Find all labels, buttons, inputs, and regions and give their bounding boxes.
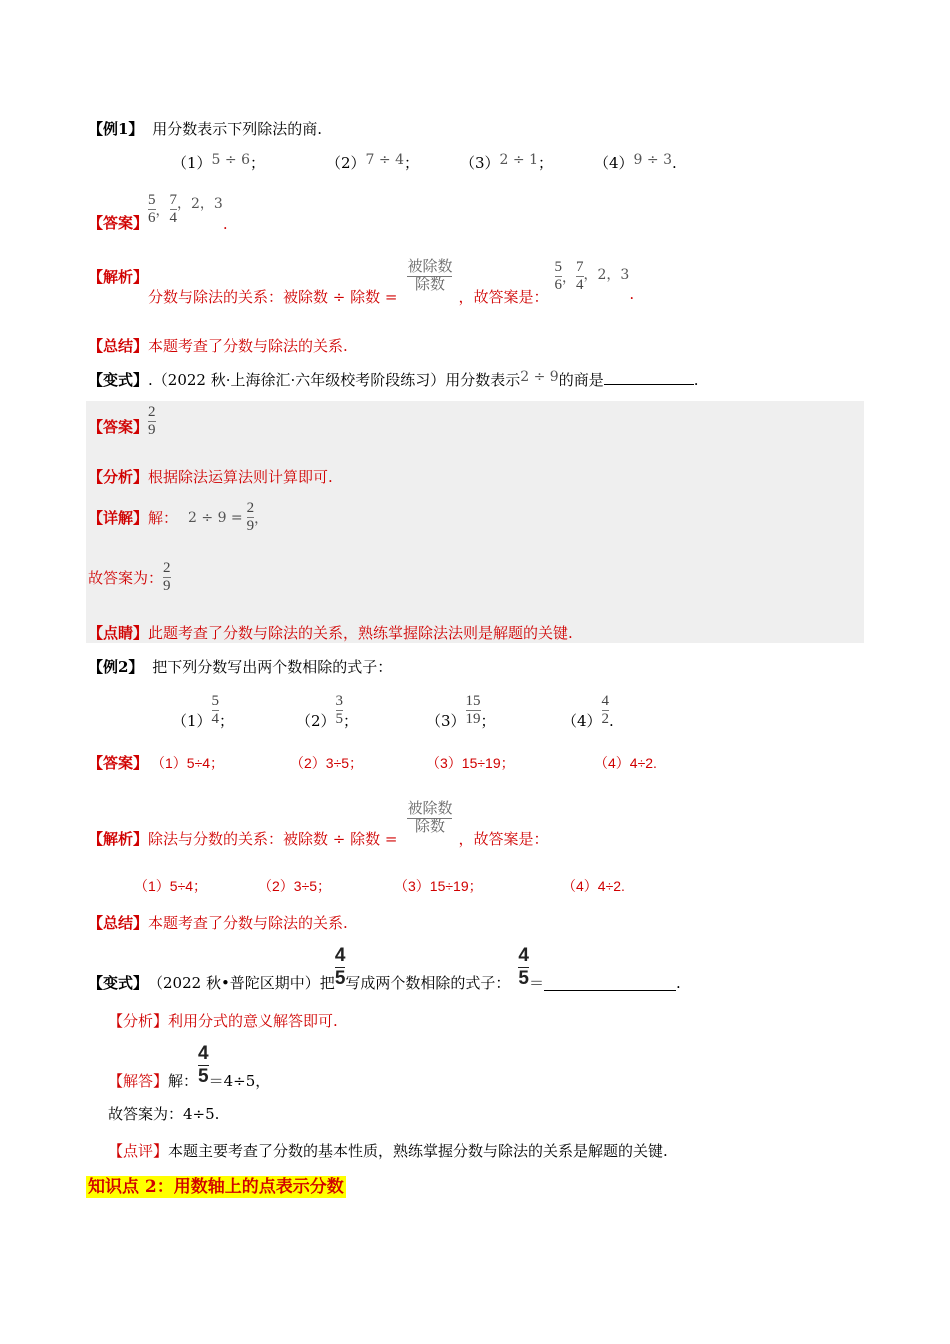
example-2-item-1: （1） $\frac{5}{4}$ ； <box>172 692 235 730</box>
fraction-2-9: $\frac{2}{9}$ <box>163 560 171 595</box>
variation-2-comment: 【点评】本题主要考查了分数的基本性质，熟练掌握分数与除法的关系是解题的关键. <box>108 1142 668 1160</box>
example-2-analysis: 【解析】 除法与分数的关系：被除数 ÷ 除数 = $\frac{\text{被除数}}{\text{除数}}$ ，故答案是： <box>88 800 549 848</box>
example-2-item-3: （3） $\frac{15}{19}$ ； <box>426 692 496 730</box>
example-1-item-3: （3）2 ÷ 1； <box>460 152 554 172</box>
variation-2-question: 【变式】 （2022 秋•普陀区期中）把 $\frac{4}{5}$ 写成两个数相除的式子： $\frac{4}{5}$ ＝ . <box>88 945 681 992</box>
variation-1-comment: 【点睛】此题考查了分数与除法的关系，熟练掌握除法法则是解题的关键. <box>88 624 573 642</box>
example-1-answer: 【答案】 $\frac{5}{6}$ ， $\frac{7}{4}$ ，2，3 . <box>88 191 228 233</box>
variation-1-answer: 【答案】 $\frac{2}{9}$ <box>88 404 156 439</box>
fraction-4-5: $\frac{4}{5}$ <box>198 1043 209 1087</box>
example-2-answer-1: （1）5÷4； <box>151 755 225 771</box>
example-1-heading <box>88 118 322 139</box>
fraction-15-19: $\frac{15}{19}$ <box>465 692 481 727</box>
example-1-analysis: 【解析】 分数与除法的关系：被除数 ÷ 除数 = $\frac{\text{被除数}}{\text{除数}}$ ，故答案是： $\frac{5}{6}$ ， $\frac{7}{4}$ ，2，3 . <box>88 258 635 306</box>
example-1-tag: 【例1】 <box>88 120 144 138</box>
example-1-item-2: （2）7 ÷ 4； <box>326 152 420 172</box>
fraction-4-5: $\frac{4}{5}$ <box>334 945 346 989</box>
fraction-5-6: $\frac{5}{6}$ <box>148 191 156 226</box>
example-2-heading: 【例2】 把下列分数写出两个数相除的式子： <box>88 658 393 676</box>
fraction-4-5: $\frac{4}{5}$ <box>518 945 529 989</box>
example-2-summary: 【总结】本题考查了分数与除法的关系. <box>88 914 348 932</box>
example-2-analysis-answer-1: （1）5÷4； <box>134 878 208 894</box>
fraction-3-5: $\frac{3}{5}$ <box>335 692 344 727</box>
example-2-answer-2: （2）3÷5； <box>290 755 364 771</box>
fraction-5-4: $\frac{5}{4}$ <box>211 692 220 727</box>
fraction-7-4: $\frac{7}{4}$ <box>169 191 178 226</box>
fraction-dividend-over-divisor: $\frac{\text{被除数}}{\text{除数}}$ <box>407 258 453 293</box>
example-2-analysis-answer-4: （4）4÷2. <box>562 878 625 894</box>
variation-2-analysis: 【分析】利用分式的意义解答即可. <box>108 1012 338 1030</box>
variation-1-analysis: 【分析】根据除法运算法则计算即可. <box>88 468 333 486</box>
example-2-answer-3: （3）15÷19； <box>426 755 515 771</box>
analysis-tag: 【解析】 <box>88 268 149 286</box>
example-2-analysis-answer-2: （2）3÷5； <box>258 878 332 894</box>
variation-1-final: 故答案为： $\frac{2}{9}$ <box>88 560 171 595</box>
answer-blank <box>544 974 676 991</box>
example-1-item-4: （4）9 ÷ 3. <box>594 152 677 172</box>
variation-2-solve: 【解答】 解： $\frac{4}{5}$ ＝4÷5， <box>108 1043 271 1090</box>
fraction-dividend-over-divisor: $\frac{\text{被除数}}{\text{除数}}$ <box>407 800 453 835</box>
example-2-answer-4: （4）4÷2. <box>594 755 657 771</box>
answer-blank <box>604 384 694 385</box>
example-2-answer: 【答案】 <box>88 754 149 772</box>
fraction-2-9: $\frac{2}{9}$ <box>148 404 156 439</box>
variation-2-final: 故答案为：4÷5. <box>108 1105 220 1123</box>
fraction-7-4: $\frac{7}{4}$ <box>576 258 584 293</box>
example-2-item-4: （4） $\frac{4}{2}$ . <box>562 692 614 730</box>
example-1-summary: 【总结】本题考查了分数与除法的关系. <box>88 337 348 355</box>
example-1-prompt: 用分数表示下列除法的商. <box>152 120 322 138</box>
variation-1-question: 【变式】.（2022 秋·上海徐汇·六年级校考阶段练习）用分数表示2 ÷ 9的商是 . <box>88 369 699 389</box>
fraction-5-6: $\frac{5}{6}$ <box>554 258 562 293</box>
knowledge-point-2-heading: 知识点 2：用数轴上的点表示分数 <box>88 1177 344 1197</box>
variation-1-detail: 【详解】 解： 2 ÷ 9 = $\frac{2}{9}$ ， <box>88 500 269 535</box>
fraction-4-2: $\frac{4}{2}$ <box>601 692 610 727</box>
fraction-2-9: $\frac{2}{9}$ <box>246 500 255 535</box>
example-2-analysis-answer-3: （3）15÷19； <box>394 878 483 894</box>
example-1-item-1: （1）5 ÷ 6； <box>172 152 266 172</box>
answer-tag: 【答案】 <box>88 214 149 232</box>
example-2-item-2: （2） $\frac{3}{5}$ ； <box>296 692 359 730</box>
